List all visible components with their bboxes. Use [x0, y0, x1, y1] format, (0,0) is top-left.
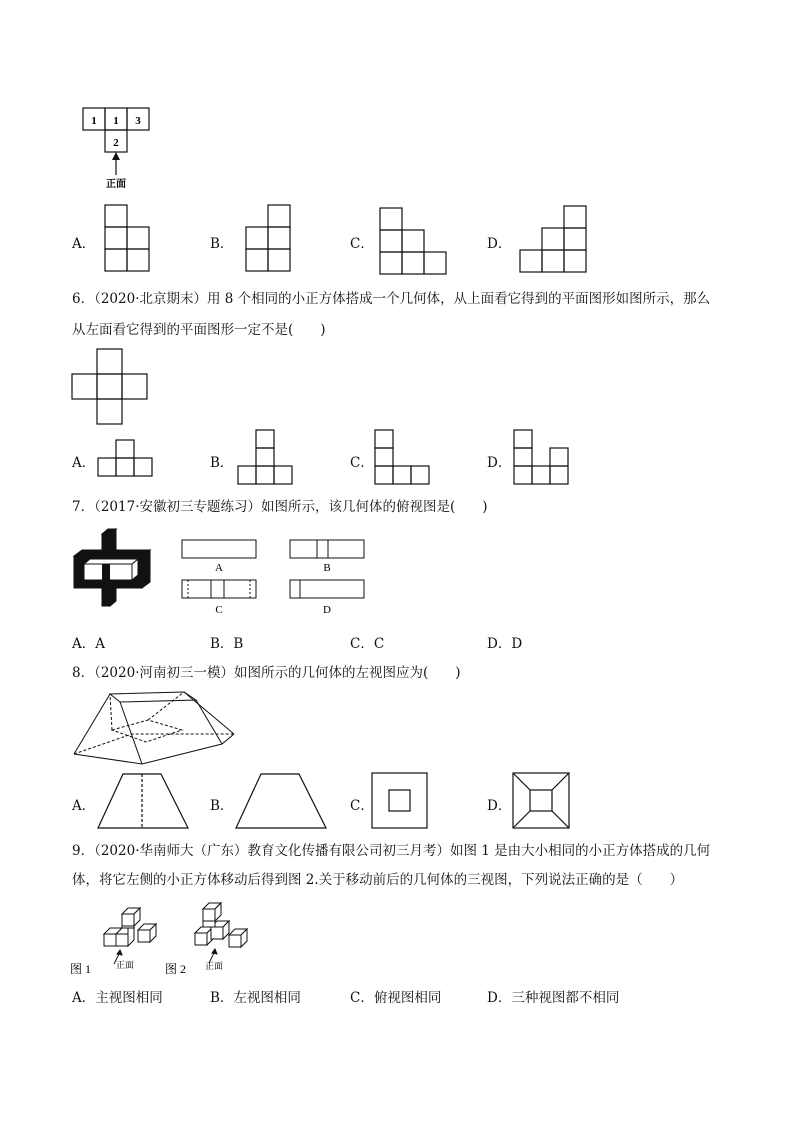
option-d-label[interactable]: D．: [487, 798, 512, 814]
q7-figure-c: [182, 580, 256, 598]
option-b-label[interactable]: B．: [210, 798, 234, 814]
q7-question: 7．（2017·安徽初三专题练习）如图所示，该几何体的俯视图是( ): [72, 499, 488, 515]
q5-option-c-figure[interactable]: [380, 208, 452, 278]
option-d-label[interactable]: D．: [487, 236, 512, 252]
q8-option-b-figure[interactable]: [234, 772, 328, 830]
q5-option-a-figure[interactable]: [105, 205, 155, 275]
grid-number: 1: [91, 115, 97, 127]
figure-2-label: 图 2: [165, 962, 187, 976]
q8-option-d-figure[interactable]: [512, 772, 572, 830]
front-label: 正面: [106, 179, 126, 190]
figure-label: B: [323, 562, 331, 574]
q9-question-line1: 9．（2020·华南师大（广东）教育文化传播有限公司初三月考）如图 1 是由大小相同的小正方体搭成的几何: [72, 843, 711, 859]
q8-option-c-figure[interactable]: [371, 772, 429, 830]
q9-figure-1: [70, 902, 170, 978]
q6-option-c-figure[interactable]: [373, 430, 435, 490]
option-c[interactable]: C．俯视图相同: [350, 990, 442, 1006]
q7-figure-d: [290, 580, 364, 598]
figure-label: C: [215, 604, 223, 616]
option-d-label[interactable]: D．: [487, 455, 512, 471]
option-a[interactable]: A．A: [72, 636, 105, 652]
option-d[interactable]: D．三种视图都不相同: [487, 990, 620, 1006]
q6-option-b-figure[interactable]: [236, 430, 296, 490]
q7-figure-b: [290, 540, 364, 558]
grid-number: 3: [135, 115, 141, 127]
q8-option-a-figure[interactable]: [96, 772, 190, 830]
figure-1-label: 图 1: [70, 962, 92, 976]
option-c-label[interactable]: C．: [350, 798, 374, 814]
option-d[interactable]: D．D: [487, 636, 523, 652]
q6-top-view-figure: [72, 349, 152, 429]
q7-solid-figure: [72, 526, 154, 608]
option-a-label[interactable]: A．: [72, 236, 96, 252]
q6-question-line2: 从左面看它得到的平面图形一定不是( ): [72, 322, 326, 338]
option-c-label[interactable]: C．: [350, 455, 374, 471]
front-label: 正面: [116, 960, 135, 970]
q5-option-b-figure[interactable]: [246, 205, 296, 275]
option-a-label[interactable]: A．: [72, 798, 96, 814]
q5-option-d-figure[interactable]: [520, 206, 592, 276]
q6-option-a-figure[interactable]: [98, 440, 158, 482]
q7-option-figures: [180, 536, 370, 618]
q6-option-d-figure[interactable]: [512, 430, 574, 490]
grid-number: 1: [113, 115, 119, 127]
option-b-label[interactable]: B．: [210, 236, 234, 252]
q9-figure-2: [165, 895, 265, 975]
q8-solid-figure: [72, 690, 242, 770]
figure-label: D: [323, 604, 331, 616]
option-b[interactable]: B．左视图相同: [210, 990, 301, 1006]
option-a-label[interactable]: A．: [72, 455, 96, 471]
q8-question: 8．（2020·河南初三一模）如图所示的几何体的左视图应为( ): [72, 665, 461, 681]
front-label: 正面: [205, 961, 224, 971]
q7-figure-a: [182, 540, 256, 558]
figure-label: A: [215, 562, 223, 574]
option-c[interactable]: C．C: [350, 636, 385, 652]
grid-number: 2: [113, 137, 119, 149]
option-b[interactable]: B．B: [210, 636, 244, 652]
option-b-label[interactable]: B．: [210, 455, 234, 471]
q6-question-line1: 6．（2020·北京期末）用 8 个相同的小正方体搭成一个几何体，从上面看它得到的平面图形如图所示，那么: [72, 291, 711, 307]
option-c-label[interactable]: C．: [350, 236, 374, 252]
q5-top-view-figure: [80, 105, 160, 190]
q9-question-line2: 体，将它左侧的小正方体移动后得到图 2.关于移动前后的几何体的三视图，下列说法正确的是（ ）: [72, 872, 684, 888]
option-a[interactable]: A．主视图相同: [72, 990, 163, 1006]
